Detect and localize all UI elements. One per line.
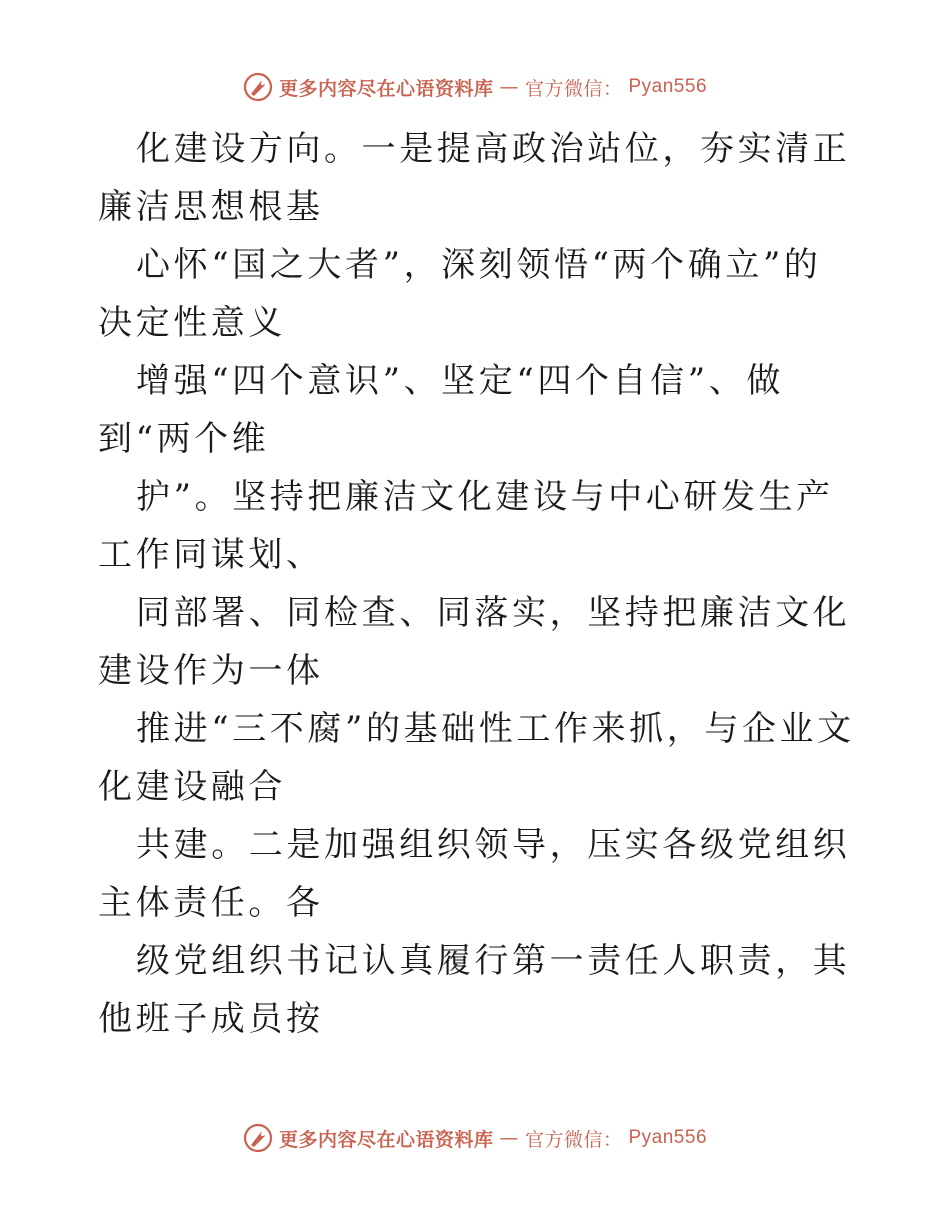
paragraph: 心怀“国之大者”，深刻领悟“两个确立”的决定性意义 xyxy=(98,245,822,343)
watermark-separator: — xyxy=(499,1127,519,1149)
document-body xyxy=(98,120,858,1048)
paragraph: 护”。坚持把廉洁文化建设与中心研发生产工作同谋划、 xyxy=(98,477,834,575)
footer-watermark xyxy=(0,1123,950,1153)
pen-nib-logo-icon xyxy=(243,1123,273,1153)
paragraph: 化建设方向。一是提高政治站位，夯实清正廉洁思想根基 xyxy=(98,129,851,227)
watermark-wechat-id: Pyan556 xyxy=(628,1127,708,1148)
watermark-separator: — xyxy=(499,76,519,98)
paragraph: 增强“四个意识”、坚定“四个自信”、做到“两个维 xyxy=(98,361,784,459)
paragraph: 同部署、同检查、同落实，坚持把廉洁文化建设作为一体 xyxy=(98,593,851,691)
paragraph: 推进“三不腐”的基础性工作来抓，与企业文化建设融合 xyxy=(98,709,855,807)
watermark-wechat-id: Pyan556 xyxy=(628,76,708,97)
watermark-site-text: 更多内容尽在心语资料库 xyxy=(278,77,494,100)
paragraph: 共建。二是加强组织领导，压实各级党组织主体责任。各 xyxy=(98,825,851,923)
header-watermark xyxy=(0,72,950,102)
watermark-wechat-label: 官方微信： xyxy=(524,1128,623,1151)
watermark-site-text: 更多内容尽在心语资料库 xyxy=(278,1128,494,1151)
paragraph: 级党组织书记认真履行第一责任人职责，其他班子成员按 xyxy=(98,941,851,1039)
pen-nib-logo-icon xyxy=(243,72,273,102)
watermark-wechat-label: 官方微信： xyxy=(524,77,623,100)
